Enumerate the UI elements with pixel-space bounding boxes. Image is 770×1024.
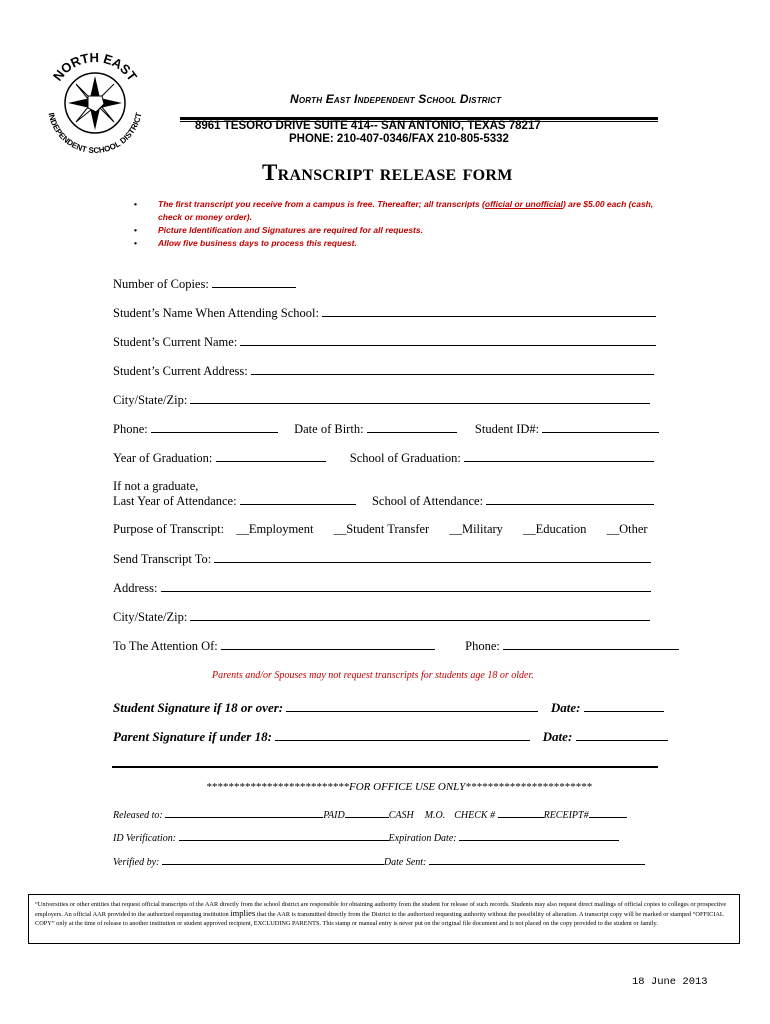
option-military[interactable]: __Military — [449, 522, 503, 536]
school-grad-field[interactable] — [464, 450, 654, 462]
copies-row — [113, 276, 296, 292]
city-state-zip2-row — [113, 609, 650, 625]
attention-label: To The Attention Of: — [113, 639, 218, 653]
copies-field[interactable] — [212, 276, 296, 288]
student-signature-row — [113, 700, 664, 716]
id-verification-row — [113, 831, 619, 844]
form-title: Transcript release form — [262, 160, 513, 185]
send-to-label: Send Transcript To: — [113, 552, 212, 566]
district-address-block — [195, 120, 655, 146]
school-grad-label: School of Graduation: — [349, 451, 461, 465]
current-address-field[interactable] — [251, 363, 654, 375]
current-address-row — [113, 363, 654, 379]
current-address-label: Student’s Current Address: — [113, 364, 248, 378]
disclaimer-text-1: “Universities or other entities that request official transcripts of the AAR directly from the school district are responsible for obtaining authority from the student for release of such records. Students may also request direct mailings of official copies to colleges or prospective employers. An official AAR provided to the authorized requesting institution — [35, 901, 727, 918]
id-verification-field[interactable] — [179, 831, 389, 841]
instruction-item: • The first transcript you receive from a campus is free. Thereafter; all transcripts (official or unofficial) are $5.00 each (cash, check or money order). — [118, 198, 658, 224]
id-verification-label: ID Verification: — [113, 833, 177, 844]
expiration-field[interactable] — [459, 831, 619, 841]
not-graduate-row — [113, 479, 198, 494]
attention-field[interactable] — [221, 638, 435, 650]
date-sent-label: Date Sent: — [383, 857, 427, 868]
last-year-label: Last Year of Attendance: — [113, 494, 237, 508]
released-to-label: Released to: — [113, 810, 163, 821]
address-field[interactable] — [161, 580, 651, 592]
footer-date: 18 June 2013 — [632, 976, 708, 988]
phone2-label: Phone: — [465, 639, 500, 653]
student-id-label: Student ID#: — [474, 422, 540, 436]
name-attending-field[interactable] — [322, 305, 656, 317]
address-row — [113, 580, 651, 596]
verified-by-row — [113, 855, 645, 868]
option-other[interactable]: __Other — [606, 522, 648, 536]
receipt-label: RECEIPT# — [543, 810, 589, 821]
phone-field[interactable] — [151, 421, 278, 433]
dob-field[interactable] — [367, 421, 457, 433]
disclaimer-implies: implies — [230, 908, 256, 918]
student-signature-label: Student Signature if 18 or over: — [113, 700, 284, 715]
attention-row — [113, 638, 679, 654]
city-state-zip-row — [113, 392, 650, 408]
school-attend-field[interactable] — [486, 493, 654, 505]
verified-by-label: Verified by: — [113, 857, 160, 868]
not-graduate-label: If not a graduate, — [113, 479, 199, 493]
expiration-label: Expiration Date: — [388, 833, 457, 844]
cash-label: CASH — [388, 810, 414, 821]
student-id-field[interactable] — [542, 421, 659, 433]
parents-notice: Parents and/or Spouses may not request transcripts for students age 18 or older. — [212, 670, 534, 681]
district-name: North East Independent School District — [290, 92, 502, 106]
name-attending-row — [113, 305, 656, 321]
check-label: CHECK # — [454, 810, 496, 821]
verified-by-field[interactable] — [162, 855, 384, 865]
office-divider — [112, 766, 658, 768]
mo-label: M.O. — [424, 810, 446, 821]
parent-date-field[interactable] — [576, 729, 668, 741]
grad-year-label: Year of Graduation: — [113, 451, 213, 465]
current-name-field[interactable] — [240, 334, 656, 346]
copies-label: Number of Copies: — [113, 277, 209, 291]
student-date-field[interactable] — [584, 700, 664, 712]
district-seal-logo — [40, 48, 150, 158]
send-to-row — [113, 551, 651, 567]
option-employment[interactable]: __Employment — [236, 522, 314, 536]
last-year-field[interactable] — [240, 493, 356, 505]
last-attendance-row — [113, 493, 654, 509]
dob-label: Date of Birth: — [294, 422, 364, 436]
disclaimer-text-2: that the AAR is transmitted directly from the District to the authorized requesting authority without the possibility of alteration. A transcript copy will be marked or stamped “OFFICIAL COPY” only at the time of release to another institution or student approved recipient, EXCLUDING PARENTS. This stamp or manual entry is never put on the original file document and is not placed on the copy provided to the student or family. — [35, 911, 724, 927]
phone-label: Phone: — [113, 422, 148, 436]
city-state-zip-field[interactable] — [190, 392, 650, 404]
city-state-zip2-field[interactable] — [190, 609, 650, 621]
current-name-label: Student’s Current Name: — [113, 335, 238, 349]
purpose-label: Purpose of Transcript: — [113, 522, 225, 536]
seal-text-top: NORTH EAST — [50, 49, 141, 84]
paid-field[interactable] — [345, 808, 389, 818]
phone2-field[interactable] — [503, 638, 679, 650]
send-to-field[interactable] — [214, 551, 651, 563]
graduation-row — [113, 450, 654, 466]
option-education[interactable]: __Education — [523, 522, 587, 536]
seal-text-bottom: INDEPENDENT SCHOOL DISTRICT — [46, 111, 144, 156]
instruction-item: • Allow five business days to process this request. — [118, 237, 658, 250]
disclaimer-box — [28, 894, 740, 944]
released-to-field[interactable] — [165, 808, 323, 818]
parent-signature-label: Parent Signature if under 18: — [113, 729, 272, 744]
city-state-zip-label: City/State/Zip: — [113, 393, 188, 407]
date-sent-field[interactable] — [429, 855, 645, 865]
instructions-list — [118, 198, 658, 250]
parent-date-label: Date: — [542, 729, 573, 744]
purpose-row — [113, 522, 648, 537]
name-attending-label: Student’s Name When Attending School: — [113, 306, 319, 320]
school-attend-label: School of Attendance: — [371, 494, 484, 508]
paid-label: PAID — [323, 810, 345, 821]
city-state-zip2-label: City/State/Zip: — [113, 610, 188, 624]
instruction-item: • Picture Identification and Signatures are required for all requests. — [118, 224, 658, 237]
option-student-transfer[interactable]: __Student Transfer — [333, 522, 430, 536]
receipt-field[interactable] — [589, 808, 627, 818]
grad-year-field[interactable] — [216, 450, 326, 462]
released-row — [113, 808, 627, 821]
check-field[interactable] — [498, 808, 544, 818]
student-signature-field[interactable] — [286, 700, 538, 712]
phone-dob-id-row — [113, 421, 659, 437]
office-use-header: **************************FOR OFFICE USE ONLY*********************** — [206, 781, 592, 793]
parent-signature-field[interactable] — [275, 729, 530, 741]
district-address: 8961 TESORO DRIVE SUITE 414-- SAN ANTONIO, TEXAS 78217 — [195, 120, 541, 132]
parent-signature-row — [113, 729, 668, 745]
address-label: Address: — [113, 581, 158, 595]
district-phone: PHONE: 210-407-0346/FAX 210-805-5332 — [289, 133, 509, 145]
student-date-label: Date: — [550, 700, 581, 715]
current-name-row — [113, 334, 656, 350]
